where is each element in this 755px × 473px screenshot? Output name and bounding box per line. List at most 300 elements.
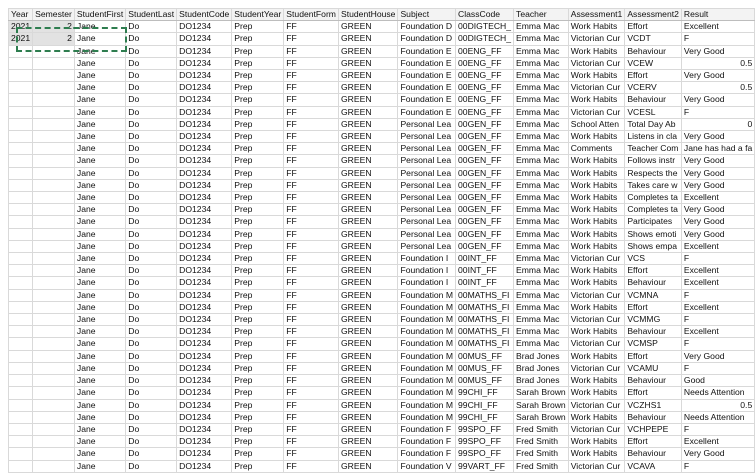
cell[interactable]: 99SPO_FF (456, 423, 514, 435)
cell[interactable]: 00GEN_FF (456, 167, 514, 179)
cell[interactable]: Work Habits (568, 228, 625, 240)
cell[interactable]: Foundation M (398, 411, 456, 423)
cell[interactable]: Foundation M (398, 350, 456, 362)
cell[interactable]: Personal Lea (398, 131, 456, 143)
cell[interactable]: 00GEN_FF (456, 192, 514, 204)
cell[interactable] (33, 216, 75, 228)
cell[interactable]: Emma Mac (514, 338, 569, 350)
cell[interactable]: GREEN (338, 423, 397, 435)
cell[interactable]: Victorian Cur (568, 314, 625, 326)
cell[interactable]: 0 (681, 118, 754, 130)
cell[interactable]: Do (126, 216, 177, 228)
cell[interactable]: FF (284, 106, 339, 118)
cell[interactable]: 99VART_FF (456, 460, 514, 472)
cell[interactable]: Shows emoti (625, 228, 682, 240)
cell[interactable] (9, 375, 33, 387)
cell[interactable]: GREEN (338, 57, 397, 69)
cell[interactable]: Victorian Cur (568, 338, 625, 350)
cell[interactable]: 2021 (9, 21, 33, 33)
cell[interactable]: Personal Lea (398, 204, 456, 216)
cell[interactable]: GREEN (338, 179, 397, 191)
cell[interactable]: Prep (232, 448, 284, 460)
cell[interactable]: 00GEN_FF (456, 216, 514, 228)
cell[interactable]: Excellent (681, 21, 754, 33)
cell[interactable]: Work Habits (568, 204, 625, 216)
cell[interactable]: Emma Mac (514, 57, 569, 69)
cell[interactable]: Do (126, 118, 177, 130)
cell[interactable]: GREEN (338, 228, 397, 240)
cell[interactable]: Work Habits (568, 70, 625, 82)
cell[interactable]: Work Habits (568, 45, 625, 57)
cell[interactable] (9, 204, 33, 216)
cell[interactable]: Do (126, 94, 177, 106)
cell[interactable]: DO1234 (177, 375, 232, 387)
cell[interactable]: Prep (232, 375, 284, 387)
cell[interactable]: Follows instr (625, 155, 682, 167)
cell[interactable] (9, 45, 33, 57)
cell[interactable] (9, 118, 33, 130)
cell[interactable] (9, 423, 33, 435)
cell[interactable]: Do (126, 21, 177, 33)
cell[interactable]: GREEN (338, 350, 397, 362)
cell[interactable]: Jane (74, 362, 125, 374)
cell[interactable]: Foundation I (398, 253, 456, 265)
cell[interactable]: FF (284, 277, 339, 289)
cell[interactable]: Do (126, 375, 177, 387)
cell[interactable]: Jane (74, 411, 125, 423)
cell[interactable]: VCMMG (625, 314, 682, 326)
cell[interactable]: DO1234 (177, 460, 232, 472)
cell[interactable]: Participates (625, 216, 682, 228)
column-header[interactable]: Subject (398, 9, 456, 21)
cell[interactable]: FF (284, 375, 339, 387)
cell[interactable]: Prep (232, 143, 284, 155)
cell[interactable]: Jane (74, 21, 125, 33)
cell[interactable] (33, 277, 75, 289)
cell[interactable] (33, 338, 75, 350)
cell[interactable]: Do (126, 289, 177, 301)
cell[interactable] (33, 350, 75, 362)
cell[interactable]: 00GEN_FF (456, 155, 514, 167)
cell[interactable] (33, 265, 75, 277)
cell[interactable]: Personal Lea (398, 155, 456, 167)
cell[interactable]: 00MATHS_FI (456, 326, 514, 338)
cell[interactable]: Prep (232, 460, 284, 472)
cell[interactable]: FF (284, 204, 339, 216)
cell[interactable]: Foundation M (398, 326, 456, 338)
cell[interactable]: Emma Mac (514, 216, 569, 228)
cell[interactable]: Prep (232, 179, 284, 191)
cell[interactable]: Emma Mac (514, 289, 569, 301)
cell[interactable]: Sarah Brown (514, 387, 569, 399)
cell[interactable]: Jane (74, 106, 125, 118)
cell[interactable]: GREEN (338, 289, 397, 301)
cell[interactable]: 2 (33, 21, 75, 33)
cell[interactable]: 99CHI_FF (456, 399, 514, 411)
cell[interactable]: Jane (74, 155, 125, 167)
cell[interactable]: Foundation E (398, 82, 456, 94)
cell[interactable]: Very Good (681, 131, 754, 143)
cell[interactable]: Emma Mac (514, 143, 569, 155)
cell[interactable]: Very Good (681, 45, 754, 57)
cell[interactable]: Emma Mac (514, 131, 569, 143)
cell[interactable]: Victorian Cur (568, 399, 625, 411)
cell[interactable]: Very Good (681, 216, 754, 228)
cell[interactable]: FF (284, 362, 339, 374)
cell[interactable]: Work Habits (568, 387, 625, 399)
cell[interactable] (9, 362, 33, 374)
cell[interactable] (9, 460, 33, 472)
cell[interactable]: GREEN (338, 301, 397, 313)
cell[interactable]: Prep (232, 94, 284, 106)
cell[interactable] (33, 411, 75, 423)
cell[interactable]: DO1234 (177, 143, 232, 155)
cell[interactable]: FF (284, 70, 339, 82)
cell[interactable]: Foundation E (398, 45, 456, 57)
cell[interactable]: DO1234 (177, 94, 232, 106)
cell[interactable]: DO1234 (177, 301, 232, 313)
cell[interactable]: Jane has had a fa (681, 143, 754, 155)
cell[interactable]: Prep (232, 57, 284, 69)
cell[interactable]: Work Habits (568, 326, 625, 338)
cell[interactable]: GREEN (338, 314, 397, 326)
cell[interactable] (33, 399, 75, 411)
cell[interactable]: Excellent (681, 265, 754, 277)
column-header[interactable]: Semester (33, 9, 75, 21)
cell[interactable]: Work Habits (568, 265, 625, 277)
cell[interactable]: Total Day Ab (625, 118, 682, 130)
cell[interactable]: Brad Jones (514, 362, 569, 374)
cell[interactable]: FF (284, 131, 339, 143)
cell[interactable] (9, 216, 33, 228)
cell[interactable]: Do (126, 399, 177, 411)
cell[interactable]: Prep (232, 192, 284, 204)
cell[interactable]: Emma Mac (514, 155, 569, 167)
cell[interactable]: 0.5 (681, 57, 754, 69)
cell[interactable]: 0.5 (681, 82, 754, 94)
cell[interactable]: Sarah Brown (514, 411, 569, 423)
cell[interactable]: Sarah Brown (514, 399, 569, 411)
cell[interactable]: Work Habits (568, 277, 625, 289)
cell[interactable] (9, 228, 33, 240)
cell[interactable]: Completes ta (625, 204, 682, 216)
cell[interactable] (33, 143, 75, 155)
cell[interactable]: Jane (74, 94, 125, 106)
cell[interactable]: GREEN (338, 143, 397, 155)
cell[interactable]: Do (126, 387, 177, 399)
cell[interactable]: Very Good (681, 204, 754, 216)
cell[interactable]: VCDT (625, 33, 682, 45)
cell[interactable]: 00GEN_FF (456, 118, 514, 130)
cell[interactable]: Jane (74, 143, 125, 155)
cell[interactable]: Needs Attention (681, 411, 754, 423)
cell[interactable]: Jane (74, 167, 125, 179)
cell[interactable]: Prep (232, 387, 284, 399)
cell[interactable]: F (681, 362, 754, 374)
cell[interactable]: Takes care w (625, 179, 682, 191)
cell[interactable] (33, 240, 75, 252)
cell[interactable]: VCERV (625, 82, 682, 94)
cell[interactable]: Do (126, 106, 177, 118)
cell[interactable]: Teacher Com (625, 143, 682, 155)
cell[interactable]: Victorian Cur (568, 57, 625, 69)
cell[interactable] (33, 155, 75, 167)
cell[interactable]: 99CHI_FF (456, 411, 514, 423)
cell[interactable]: Victorian Cur (568, 289, 625, 301)
cell[interactable]: Emma Mac (514, 70, 569, 82)
cell[interactable]: Work Habits (568, 167, 625, 179)
cell[interactable]: Jane (74, 314, 125, 326)
cell[interactable]: GREEN (338, 106, 397, 118)
cell[interactable]: FF (284, 143, 339, 155)
cell[interactable]: Prep (232, 106, 284, 118)
cell[interactable]: F (681, 289, 754, 301)
cell[interactable]: DO1234 (177, 338, 232, 350)
cell[interactable]: Personal Lea (398, 216, 456, 228)
cell[interactable]: Excellent (681, 326, 754, 338)
cell[interactable]: Do (126, 57, 177, 69)
cell[interactable]: Foundation V (398, 460, 456, 472)
cell[interactable]: Jane (74, 265, 125, 277)
cell[interactable]: Do (126, 448, 177, 460)
cell[interactable]: DO1234 (177, 192, 232, 204)
cell[interactable]: GREEN (338, 216, 397, 228)
cell[interactable]: Emma Mac (514, 265, 569, 277)
cell[interactable]: Emma Mac (514, 167, 569, 179)
cell[interactable]: Foundation F (398, 448, 456, 460)
cell[interactable]: Jane (74, 45, 125, 57)
cell[interactable]: Prep (232, 228, 284, 240)
cell[interactable]: Jane (74, 70, 125, 82)
cell[interactable]: Work Habits (568, 436, 625, 448)
cell[interactable]: FF (284, 326, 339, 338)
cell[interactable]: Excellent (681, 301, 754, 313)
cell[interactable]: DO1234 (177, 228, 232, 240)
cell[interactable]: Emma Mac (514, 228, 569, 240)
cell[interactable]: GREEN (338, 362, 397, 374)
cell[interactable]: Prep (232, 301, 284, 313)
cell[interactable]: Jane (74, 192, 125, 204)
cell[interactable] (33, 448, 75, 460)
cell[interactable]: 00ENG_FF (456, 94, 514, 106)
cell[interactable]: Behaviour (625, 94, 682, 106)
cell[interactable]: Emma Mac (514, 204, 569, 216)
cell[interactable]: Jane (74, 387, 125, 399)
cell[interactable]: Do (126, 192, 177, 204)
column-header[interactable]: Result (681, 9, 754, 21)
cell[interactable]: Emma Mac (514, 277, 569, 289)
cell[interactable]: F (681, 338, 754, 350)
cell[interactable]: Jane (74, 216, 125, 228)
cell[interactable]: DO1234 (177, 436, 232, 448)
cell[interactable]: FF (284, 33, 339, 45)
cell[interactable]: Work Habits (568, 21, 625, 33)
cell[interactable]: GREEN (338, 155, 397, 167)
cell[interactable]: Do (126, 143, 177, 155)
cell[interactable] (33, 57, 75, 69)
cell[interactable]: Emma Mac (514, 82, 569, 94)
cell[interactable] (9, 131, 33, 143)
cell[interactable]: Do (126, 240, 177, 252)
cell[interactable]: VCMSP (625, 338, 682, 350)
cell[interactable]: Foundation M (398, 301, 456, 313)
cell[interactable] (33, 118, 75, 130)
cell[interactable]: Behaviour (625, 411, 682, 423)
cell[interactable]: F (681, 314, 754, 326)
cell[interactable]: Prep (232, 350, 284, 362)
cell[interactable]: DO1234 (177, 253, 232, 265)
cell[interactable]: 00MATHS_FI (456, 338, 514, 350)
cell[interactable]: FF (284, 94, 339, 106)
column-header[interactable]: StudentCode (177, 9, 232, 21)
cell[interactable]: Effort (625, 70, 682, 82)
cell[interactable]: DO1234 (177, 314, 232, 326)
cell[interactable]: Foundation M (398, 362, 456, 374)
cell[interactable]: School Atten (568, 118, 625, 130)
cell[interactable]: Victorian Cur (568, 460, 625, 472)
cell[interactable]: Prep (232, 253, 284, 265)
cell[interactable]: Foundation M (398, 314, 456, 326)
cell[interactable]: Prep (232, 131, 284, 143)
cell[interactable]: Work Habits (568, 350, 625, 362)
cell[interactable]: GREEN (338, 131, 397, 143)
cell[interactable]: 2021 (9, 33, 33, 45)
cell[interactable]: Effort (625, 21, 682, 33)
cell[interactable]: DO1234 (177, 118, 232, 130)
cell[interactable]: Fred Smith (514, 448, 569, 460)
cell[interactable]: Effort (625, 387, 682, 399)
cell[interactable]: FF (284, 448, 339, 460)
cell[interactable]: GREEN (338, 192, 397, 204)
cell[interactable]: 99SPO_FF (456, 436, 514, 448)
cell[interactable]: FF (284, 314, 339, 326)
cell[interactable]: Do (126, 45, 177, 57)
cell[interactable]: FF (284, 338, 339, 350)
cell[interactable]: Respects the (625, 167, 682, 179)
cell[interactable] (33, 253, 75, 265)
cell[interactable] (9, 94, 33, 106)
cell[interactable]: Personal Lea (398, 192, 456, 204)
cell[interactable]: Very Good (681, 155, 754, 167)
cell[interactable]: Do (126, 204, 177, 216)
cell[interactable]: FF (284, 155, 339, 167)
cell[interactable]: Do (126, 167, 177, 179)
cell[interactable]: Work Habits (568, 131, 625, 143)
cell[interactable] (9, 143, 33, 155)
cell[interactable]: GREEN (338, 240, 397, 252)
cell[interactable] (33, 70, 75, 82)
cell[interactable]: Good (681, 375, 754, 387)
cell[interactable]: GREEN (338, 21, 397, 33)
cell[interactable]: Personal Lea (398, 228, 456, 240)
cell[interactable]: Jane (74, 289, 125, 301)
cell[interactable]: Victorian Cur (568, 362, 625, 374)
cell[interactable] (9, 192, 33, 204)
cell[interactable]: FF (284, 350, 339, 362)
cell[interactable]: 00GEN_FF (456, 131, 514, 143)
cell[interactable]: 99SPO_FF (456, 448, 514, 460)
cell[interactable]: Jane (74, 228, 125, 240)
cell[interactable]: GREEN (338, 82, 397, 94)
column-header[interactable]: StudentHouse (338, 9, 397, 21)
cell[interactable]: F (681, 253, 754, 265)
cell[interactable]: 00MATHS_FI (456, 301, 514, 313)
cell[interactable]: DO1234 (177, 411, 232, 423)
cell[interactable]: 00ENG_FF (456, 106, 514, 118)
cell[interactable]: Brad Jones (514, 375, 569, 387)
cell[interactable] (33, 460, 75, 472)
cell[interactable]: Prep (232, 118, 284, 130)
cell[interactable] (33, 106, 75, 118)
cell[interactable]: Foundation M (398, 399, 456, 411)
cell[interactable]: GREEN (338, 45, 397, 57)
column-header[interactable]: Teacher (514, 9, 569, 21)
cell[interactable]: Prep (232, 240, 284, 252)
cell[interactable]: Jane (74, 375, 125, 387)
cell[interactable]: DO1234 (177, 82, 232, 94)
cell[interactable] (9, 253, 33, 265)
cell[interactable]: FF (284, 436, 339, 448)
cell[interactable]: Do (126, 277, 177, 289)
cell[interactable]: Very Good (681, 448, 754, 460)
cell[interactable]: Jane (74, 131, 125, 143)
cell[interactable]: Victorian Cur (568, 106, 625, 118)
cell[interactable]: Comments (568, 143, 625, 155)
cell[interactable] (33, 436, 75, 448)
cell[interactable]: Very Good (681, 167, 754, 179)
cell[interactable]: VCMNA (625, 289, 682, 301)
cell[interactable]: Foundation M (398, 387, 456, 399)
cell[interactable]: Do (126, 253, 177, 265)
cell[interactable] (9, 57, 33, 69)
cell[interactable]: Excellent (681, 192, 754, 204)
cell[interactable]: Victorian Cur (568, 82, 625, 94)
cell[interactable]: 0.5 (681, 399, 754, 411)
cell[interactable]: GREEN (338, 411, 397, 423)
cell[interactable]: FF (284, 21, 339, 33)
cell[interactable]: Effort (625, 350, 682, 362)
cell[interactable]: Prep (232, 436, 284, 448)
cell[interactable]: FF (284, 253, 339, 265)
cell[interactable]: Do (126, 179, 177, 191)
cell[interactable]: Emma Mac (514, 253, 569, 265)
cell[interactable]: Very Good (681, 228, 754, 240)
cell[interactable]: Foundation E (398, 57, 456, 69)
cell[interactable] (33, 301, 75, 313)
cell[interactable]: 00MUS_FF (456, 375, 514, 387)
cell[interactable]: 00MUS_FF (456, 362, 514, 374)
cell[interactable]: Foundation M (398, 375, 456, 387)
cell[interactable] (9, 326, 33, 338)
cell[interactable]: Excellent (681, 277, 754, 289)
cell[interactable]: Foundation M (398, 289, 456, 301)
cell[interactable]: 2 (33, 33, 75, 45)
cell[interactable]: FF (284, 411, 339, 423)
cell[interactable]: GREEN (338, 94, 397, 106)
cell[interactable] (33, 131, 75, 143)
cell[interactable]: FF (284, 82, 339, 94)
cell[interactable]: 99CHI_FF (456, 387, 514, 399)
cell[interactable]: DO1234 (177, 216, 232, 228)
cell[interactable]: Excellent (681, 436, 754, 448)
cell[interactable]: Do (126, 423, 177, 435)
cell[interactable] (9, 179, 33, 191)
cell[interactable]: Emma Mac (514, 314, 569, 326)
column-header[interactable]: StudentForm (284, 9, 339, 21)
cell[interactable]: DO1234 (177, 387, 232, 399)
cell[interactable]: Jane (74, 82, 125, 94)
cell[interactable]: 00GEN_FF (456, 240, 514, 252)
